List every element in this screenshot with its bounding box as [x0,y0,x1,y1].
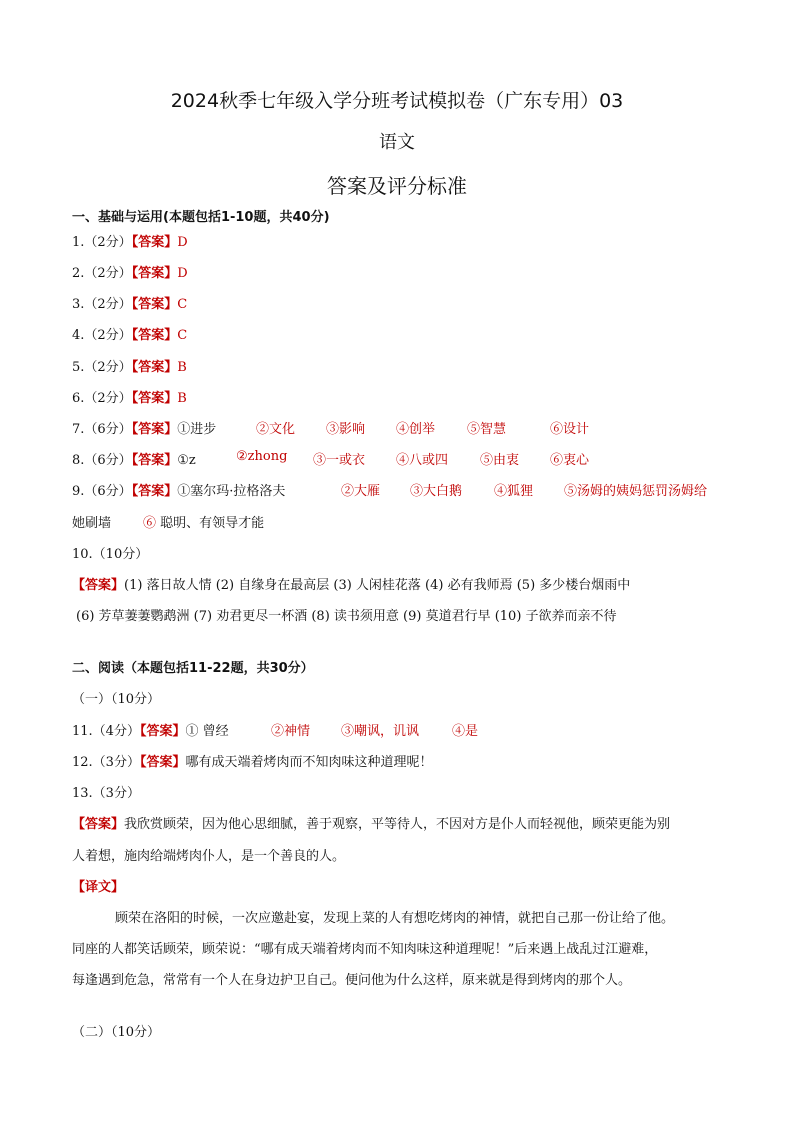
document-title: 2024秋季七年级入学分班考试模拟卷（广东专用）03 [170,90,624,112]
answer-tag: 【答案】 [139,724,186,739]
answer-line-q10-1 [72,574,630,593]
answer-option: ③嘲讽，讥讽 [341,724,420,739]
answer-value: C [177,297,188,312]
answer-line [72,356,187,375]
question-number: 13.（3分） [72,786,140,801]
answer-tag: 【答案】 [131,235,178,250]
question-number: 10.（10分） [72,547,149,562]
answer-option: ②zhong [236,449,288,464]
answer-option: ④是 [452,724,479,739]
answer-option: ③大白鹅 [410,484,463,499]
answer-value: B [177,360,187,375]
answer-option: ⑤由衷 [480,453,520,468]
answer-line-q12 [72,751,432,770]
answer-tag: 【答案】 [131,453,178,468]
answer-line-q8 [72,449,196,468]
question-number: 3.（2分） [72,297,132,312]
part-heading: （一）（10分） [72,692,161,707]
question-number: 5.（2分） [72,360,132,375]
answer-line-q11 [72,720,229,739]
answer-line [72,262,188,281]
answer-option: ④狐狸 [494,484,534,499]
answer-line-q9 [72,480,285,499]
answer-tag: 【答案】 [131,360,178,375]
answer-line-q13-1 [72,813,670,832]
question-number: 4.（2分） [72,328,132,343]
answer-value: (1) 落日故人情 (2) 自缘身在最高层 (3) 人闲桂花落 (4) 必有我师焉 (5) 多少楼台烟雨中 [124,578,631,593]
answer-line-q7 [72,418,216,437]
answer-value: D [177,235,188,250]
answer-option: ⑤智慧 [467,422,507,437]
answer-line-q13-2: 人着想，施肉给端烤肉仆人，是一个善良的人。 [72,849,346,864]
answer-option: ③影响 [326,422,366,437]
question-number: 2.（2分） [72,266,132,281]
answer-line [72,293,187,312]
answer-option: ②神情 [271,724,311,739]
answer-line [72,387,187,406]
translation-tag: 【译文】 [72,880,125,895]
answer-tag: 【答案】 [131,297,178,312]
question-number: 12.（3分） [72,755,140,770]
answer-option: ⑤汤姆的姨妈惩罚汤姆给 [564,484,708,499]
answer-tag: 【答案】 [131,422,178,437]
question-number: 1.（2分） [72,235,132,250]
question-number: 8.（6分） [72,453,132,468]
translation-line: 同座的人都笑话顾荣，顾荣说：“哪有成天端着烤肉而不知肉味这种道理呢！”后来遇上战乱过江避难， [72,942,658,957]
document-subtitle: 答案及评分标准 [327,174,467,198]
answer-tag: 【答案】 [72,578,125,593]
answer-tag: 【答案】 [131,391,178,406]
answer-tag: 【答案】 [131,484,178,499]
section1-heading: 一、基础与运用(本题包括1-10题，共40分) [72,210,330,225]
answer-continuation: 她刷墙 [72,516,112,531]
answer-option: ④创举 [396,422,436,437]
answer-value: C [177,328,188,343]
answer-tag: 【答案】 [131,328,178,343]
answer-value: B [177,391,187,406]
answer-line-q10-2: (6) 芳草萋萋鹦鹉洲 (7) 劝君更尽一杯酒 (8) 读书须用意 (9) 莫道君行早 (10) 子欲养而亲不待 [76,609,617,624]
translation-line: 每逢遇到危急，常常有一个人在身边护卫自己。便问他为什么这样，原来就是得到烤肉的那个人。 [72,973,632,988]
answer-option: ⑥衷心 [550,453,590,468]
answer-value: ①z [177,453,196,468]
answer-option: ④八或四 [396,453,449,468]
answer-value: ① 曾经 [185,724,229,739]
section2-heading: 二、阅读（本题包括11-22题，共30分） [72,661,314,676]
question-number: 7.（6分） [72,422,132,437]
answer-value: ①塞尔玛·拉格洛夫 [177,484,286,499]
question-number: 6.（2分） [72,391,132,406]
answer-tag: 【答案】 [72,817,125,832]
answer-option: ⑥设计 [550,422,590,437]
answer-value: 哪有成天端着烤肉而不知肉味这种道理呢！ [185,755,433,770]
question-number: 11.（4分） [72,724,140,739]
answer-option: ③一或衣 [313,453,366,468]
answer-tag: 【答案】 [139,755,186,770]
answer-option: ⑥ 聪明、有领导才能 [143,516,265,531]
answer-value: D [177,266,188,281]
answer-option-label: 聪明、有领导才能 [160,516,265,531]
answer-option: ②文化 [256,422,296,437]
part-heading: （二）（10分） [72,1025,161,1040]
answer-tag: 【答案】 [131,266,178,281]
translation-line: 顾荣在洛阳的时候，一次应邀赴宴，发现上菜的人有想吃烤肉的神情，就把自己那一份让给了他。 [115,911,675,926]
answer-line [72,231,188,250]
subject-title: 语文 [379,132,415,153]
question-number: 9.（6分） [72,484,132,499]
answer-line [72,324,187,343]
answer-option: ②大雁 [341,484,381,499]
answer-value: ①进步 [177,422,217,437]
answer-value: 我欣赏顾荣，因为他心思细腻，善于观察，平等待人，不因对方是仆人而轻视他，顾荣更能为别 [124,817,671,832]
